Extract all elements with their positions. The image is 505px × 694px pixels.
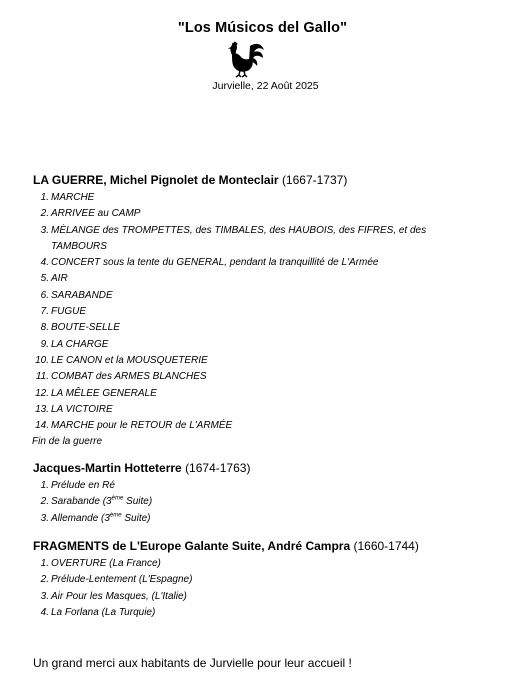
section-heading: Jacques-Martin Hotteterre (1674-1763) bbox=[33, 461, 251, 475]
concert-date: Jurvielle, 22 Août 2025 bbox=[212, 80, 319, 92]
list-item: 1. Prélude en Ré bbox=[40, 480, 115, 491]
section-heading: LA GUERRE, Michel Pignolet de Monteclair (1667-1737) bbox=[33, 173, 348, 187]
list-item: 1. OVERTURE (La France) bbox=[40, 558, 161, 569]
program-section-campra bbox=[33, 538, 473, 621]
list-item: 2. Sarabande (3ème Suite) bbox=[40, 495, 153, 508]
list-item: 13. LA VICTOIRE bbox=[35, 403, 113, 415]
section-heading: FRAGMENTS de L'Europe Galante Suite, André Campra (1660-1744) bbox=[33, 539, 419, 553]
list-item: 11. COMBAT des ARMES BLANCHES bbox=[35, 371, 207, 383]
piece-list bbox=[33, 556, 473, 621]
program-section-monteclair bbox=[33, 172, 473, 447]
list-item: 4. La Forlana (La Turquie) bbox=[40, 606, 156, 618]
list-item: 2. ARRIVEE au CAMP bbox=[40, 208, 141, 220]
list-item: 8. BOUTE-SELLE bbox=[40, 322, 120, 334]
program-section-hotteterre bbox=[33, 460, 473, 527]
piece-list bbox=[33, 190, 473, 434]
list-item: 3. Air Pour les Masques, (L'Italie) bbox=[40, 590, 187, 602]
rooster-icon bbox=[222, 40, 266, 78]
page-title: "Los Músicos del Gallo" bbox=[177, 20, 348, 36]
closing-message: Un grand merci aux habitants de Jurvielle pour leur accueil ! bbox=[33, 656, 352, 670]
list-item: 10. LE CANON et la MOUSQUETERIE bbox=[35, 354, 208, 366]
list-item: 6. SARABANDE bbox=[40, 289, 113, 301]
list-item: 4. CONCERT sous la tente du GENERAL, pendant la tranquillité de L'Armée bbox=[40, 257, 379, 269]
piece-list bbox=[33, 478, 473, 527]
list-item: 3. MÈLANGE des TROMPETTES, des TIMBALES, des HAUBOIS, des FIFRES, et des TAMBOURS bbox=[40, 224, 427, 252]
list-item: 9. LA CHARGE bbox=[40, 338, 109, 350]
list-item: 14. MARCHE pour le RETOUR de L'ARMÉE bbox=[35, 420, 233, 432]
list-item: 5. AIR bbox=[40, 273, 68, 285]
list-item: 7. FUGUE bbox=[40, 306, 86, 318]
list-item: 3. Allemande (3ème Suite) bbox=[40, 512, 151, 524]
list-item: 1. MARCHE bbox=[40, 192, 95, 203]
list-item: 12. LA MÊLEE GENERALE bbox=[35, 387, 157, 399]
list-item: 2. Prélude-Lentement (L'Espagne) bbox=[40, 574, 193, 586]
section-footer: Fin de la guerre bbox=[32, 436, 103, 448]
